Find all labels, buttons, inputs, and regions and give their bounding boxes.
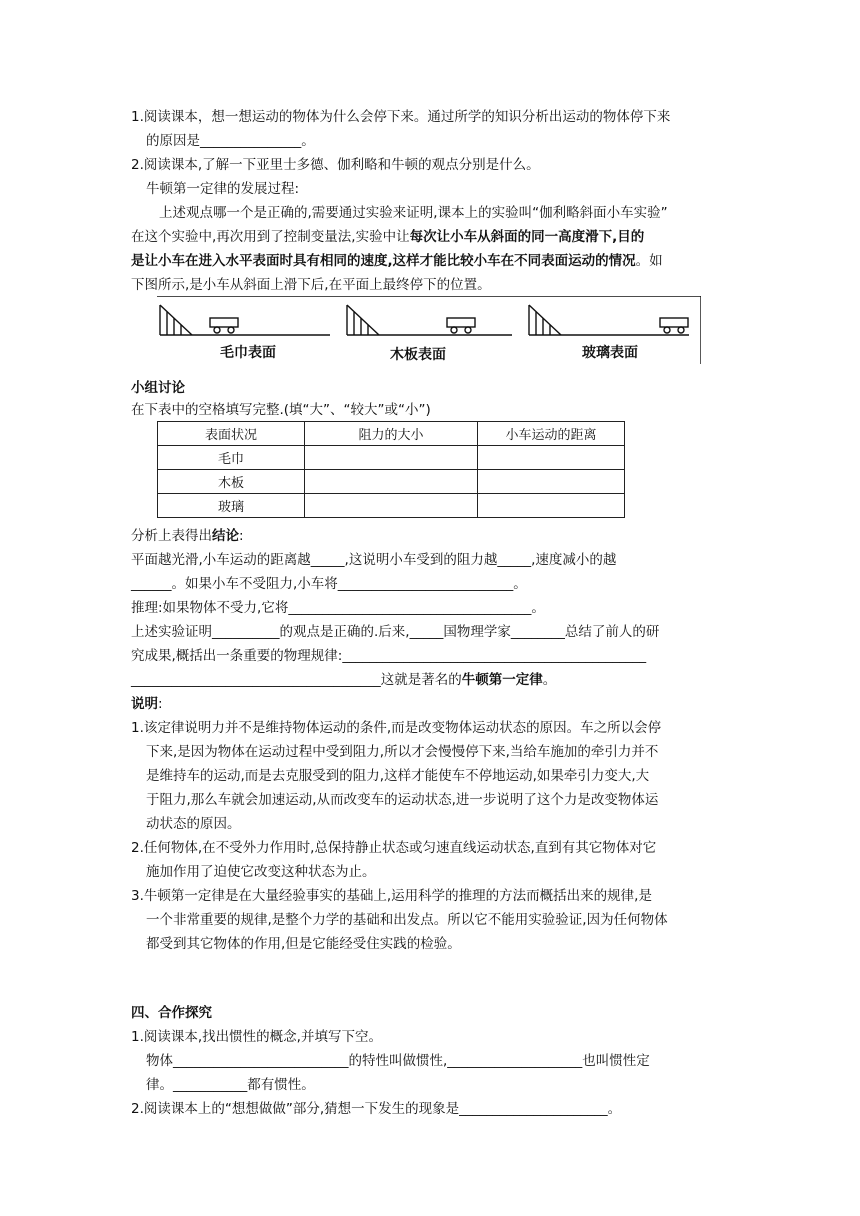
glass-surface-label: 玻璃表面	[582, 345, 638, 361]
header-resistance: 阻力的大小	[305, 422, 478, 446]
section-4-question-2: 2.阅读课本上的“想想做做”部分,猜想一下发生的现象是______________________。	[131, 1101, 622, 1117]
paragraph-line-3: 是让小车在进入水平表面时具有相同的速度,这样才能比较小车在不同表面运动的情况。如	[131, 253, 663, 269]
reasoning-line: 推理:如果物体不受力,它将____________________________________。	[131, 600, 545, 616]
note-2-line-2: 施加作用了迫使它改变这种状态为止。	[146, 864, 376, 880]
note-1-line-2: 下来,是因为物体在运动过程中受到阻力,所以才会慢慢停下来,当给车施加的牵引力并不	[146, 744, 659, 760]
paragraph-line-2: 在这个实验中,再次用到了控制变量法,实验中让每次让小车从斜面的同一高度滑下,目的	[131, 229, 645, 245]
note-3-line-1: 3.牛顿第一定律是在大量经验事实的基础上,运用科学的推理的方法而概括出来的规律,是	[131, 888, 652, 904]
paragraph-line-4: 下图所示,是小车从斜面上滑下后,在平面上最终停下的位置。	[131, 277, 491, 293]
board-surface-label: 木板表面	[390, 347, 446, 363]
surface-cell: 毛巾	[158, 446, 305, 470]
section-4-question-1-line-a: 物体__________________________的特性叫做惯性,____________________也叫惯性定	[146, 1053, 650, 1069]
resistance-cell[interactable]	[305, 446, 478, 470]
towel-surface-label: 毛巾表面	[220, 345, 276, 361]
paragraph-line-1: 上述观点哪一个是正确的,需要通过实验来证明,课本上的实验叫“伽利略斜面小车实验”	[159, 205, 668, 221]
distance-cell[interactable]	[478, 494, 625, 518]
conclusion-line-3: ______。如果小车不受阻力,小车将__________________________。	[131, 576, 527, 592]
note-1-line-5: 动状态的原因。	[146, 816, 241, 832]
question-2-line-1: 2.阅读课本,了解一下亚里士多德、伽利略和牛顿的观点分别是什么。	[131, 157, 540, 173]
note-1-line-1: 1.该定律说明力并不是维持物体运动的条件,而是改变物体运动状态的原因。车之所以会停	[131, 720, 662, 736]
table-row	[158, 446, 625, 470]
resistance-cell[interactable]	[305, 494, 478, 518]
conclusion-line-5: 上述实验证明__________的观点是正确的.后来,_____国物理学家________总结了前人的研	[131, 624, 660, 640]
conclusion-line-7: _____________________________________这就是著名的牛顿第一定律。	[131, 672, 557, 688]
incline-experiment-figure	[157, 296, 701, 364]
table-row	[158, 470, 625, 494]
discussion-instruction: 在下表中的空格填写完整.(填“大”、“较大”或“小”)	[131, 402, 431, 418]
surface-cell: 木板	[158, 470, 305, 494]
distance-cell[interactable]	[478, 470, 625, 494]
note-3-line-3: 都受到其它物体的作用,但是它能经受住实践的检验。	[146, 936, 461, 952]
question-1-line-1: 1.阅读课本，想一想运动的物体为什么会停下来。通过所学的知识分析出运动的物体停下来	[131, 109, 671, 125]
table-row	[158, 494, 625, 518]
note-3-line-2: 一个非常重要的规律,是整个力学的基础和出发点。所以它不能用实验验证,因为任何物体	[146, 912, 668, 928]
question-2-line-2: 牛顿第一定律的发展过程:	[146, 181, 300, 197]
conclusion-line-6: 究成果,概括出一条重要的物理规律:_____________________________________________	[131, 648, 647, 664]
surface-cell: 玻璃	[158, 494, 305, 518]
conclusion-line-2: 平面越光滑,小车运动的距离越_____,这说明小车受到的阻力越_____,速度减小的越	[131, 552, 617, 568]
conclusion-label: 分析上表得出结论:	[131, 528, 244, 544]
note-2-line-1: 2.任何物体,在不受外力作用时,总保持静止状态或匀速直线运动状态,直到有其它物体对它	[131, 840, 657, 856]
surface-table	[157, 421, 625, 518]
discussion-heading: 小组讨论	[131, 380, 185, 396]
section-4-question-1-line-b: 律。___________都有惯性。	[146, 1077, 315, 1093]
note-1-line-4: 于阻力,那么车就会加速运动,从而改变车的运动状态,进一步说明了这个力是改变物体运	[146, 792, 659, 808]
notes-heading: 说明:	[131, 696, 163, 712]
table-header-row	[158, 422, 625, 446]
distance-cell[interactable]	[478, 446, 625, 470]
header-surface: 表面状况	[158, 422, 305, 446]
header-distance: 小车运动的距离	[478, 422, 625, 446]
section-4-heading: 四、合作探究	[131, 1005, 212, 1021]
section-4-question-1: 1.阅读课本,找出惯性的概念,并填写下空。	[131, 1029, 382, 1045]
question-1-line-2: 的原因是_______________。	[146, 133, 315, 149]
resistance-cell[interactable]	[305, 470, 478, 494]
note-1-line-3: 是维持车的运动,而是去克服受到的阻力,这样才能使车不停地运动,如果牵引力变大,大	[146, 768, 650, 784]
